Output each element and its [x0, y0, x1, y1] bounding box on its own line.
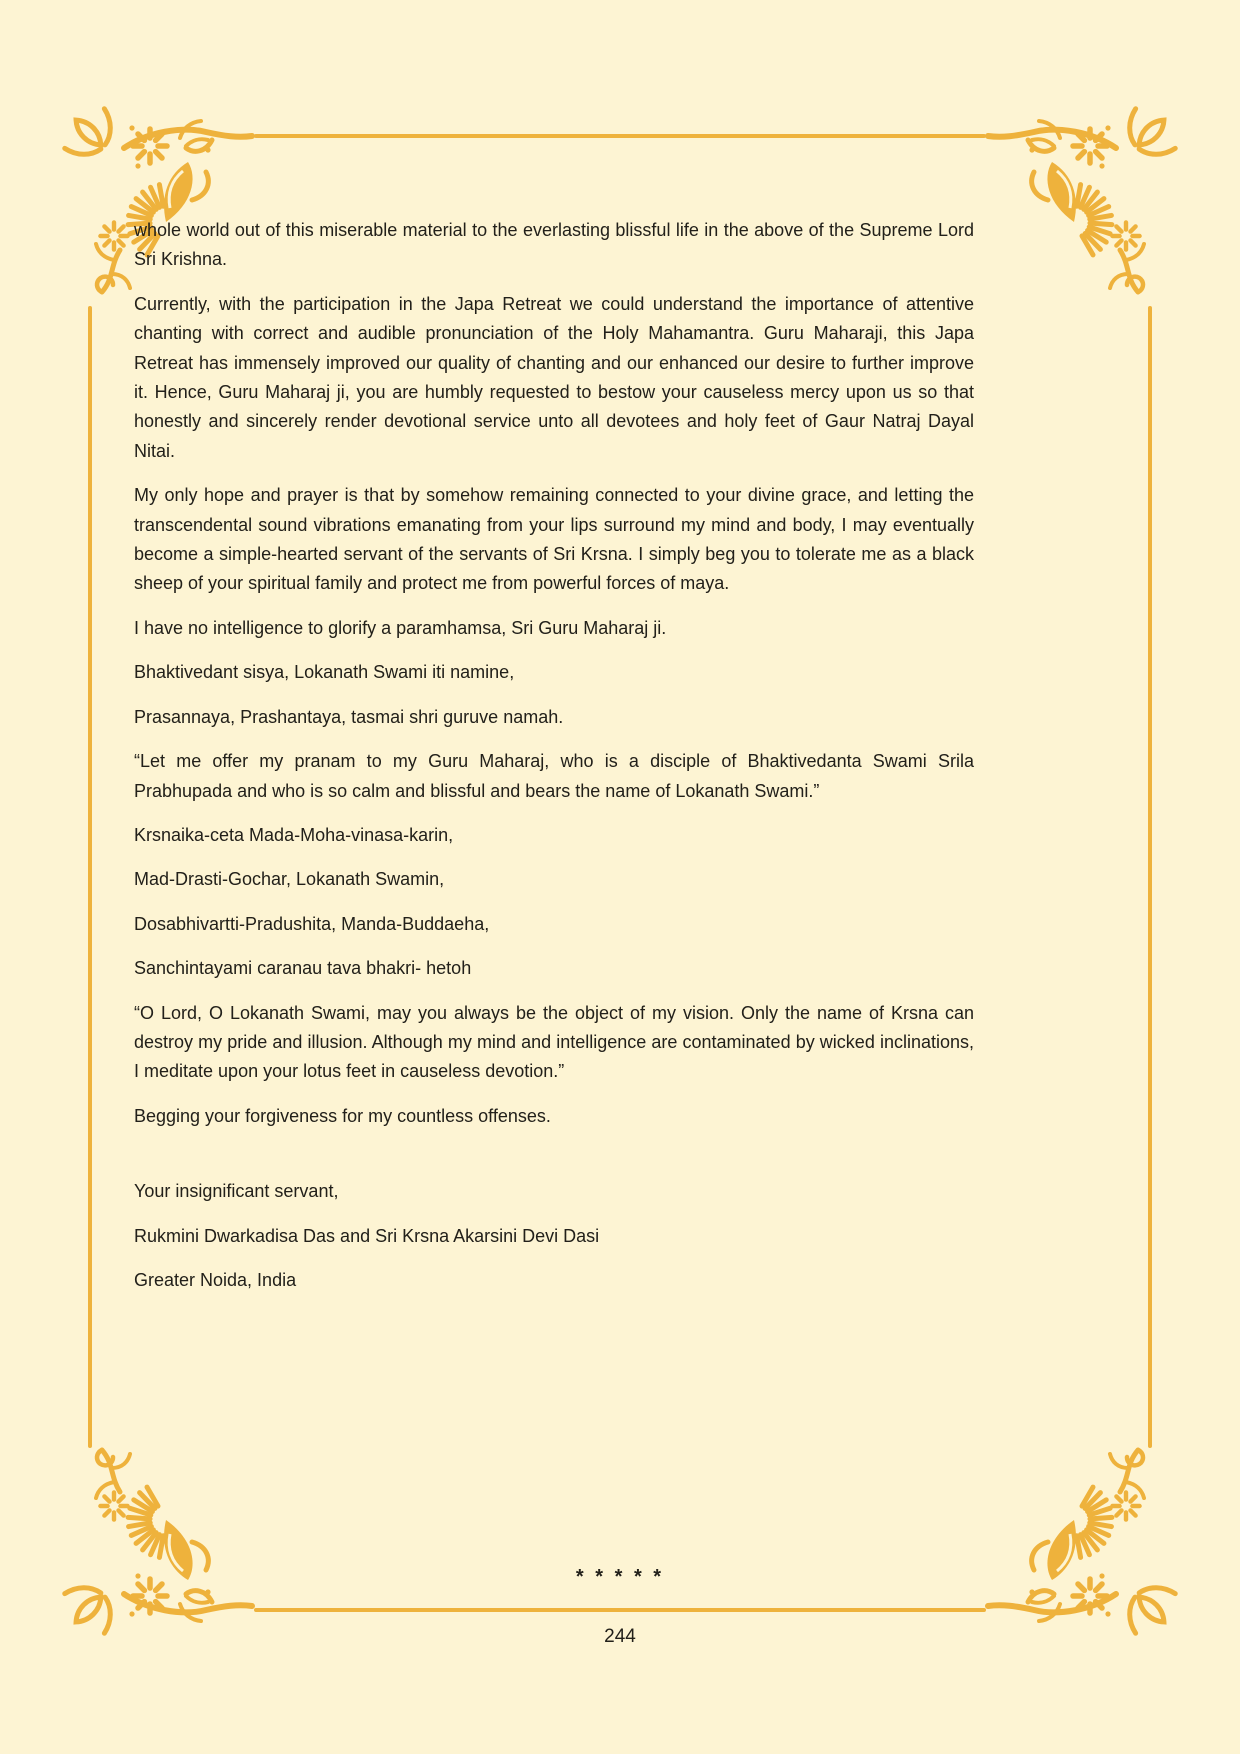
letter-text [134, 216, 974, 1310]
verse-line: Sanchintayami caranau tava bhakri- hetoh [134, 958, 472, 979]
section-divider-stars: * * * * * [575, 1566, 665, 1588]
paragraph: My only hope and prayer is that by somehow remaining connected to your divine grace, and letting the transcendental sound vibrations emanating from your lips surround my mind and body, I may eventually become a simple-hearted servant of the servants of Sri Krsna. I simply beg you to tolerate me as a black sheep of your spiritual family and protect me from powerful forces of maya. [134, 485, 974, 594]
corner-flourish-icon [62, 1438, 257, 1638]
paragraph: Currently, with the participation in the Japa Retreat we could understand the importance of attentive chanting with correct and audible pronunciation of the Holy Mahamantra. Guru Maharaji, this Japa Retreat has immensely improved our quality of chanting and our enhanced our desire to further improve it. Hence, Guru Maharaj ji, you are humbly requested to bestow your causeless mercy upon us so that honestly and sincerely render devotional service unto all devotees and holy feet of Gaur Natraj Dayal Nitai. [134, 293, 974, 461]
paragraph: “O Lord, O Lokanath Swami, may you always be the object of my vision. Only the name of Krsna can destroy my pride and illusion. Although my mind and intelligence are contaminated by wicked inclinations, I meditate upon your lotus feet in causeless devotion.” [134, 1002, 974, 1082]
bottom-border-line [254, 1608, 986, 1612]
paragraph: “Let me offer my pranam to my Guru Maharaj, who is a disciple of Bhaktivedanta Swami Srila Prabhupada and who is so calm and blissful and bears the name of Lokanath Swami.” [134, 751, 974, 801]
signature-line: Rukmini Dwarkadisa Das and Sri Krsna Akarsini Devi Dasi [134, 1225, 600, 1246]
verse-line: Prasannaya, Prashantaya, tasmai shri guruve namah. [134, 706, 564, 727]
verse-line: Mad-Drasti-Gochar, Lokanath Swamin, [134, 869, 445, 890]
left-border-line [88, 306, 92, 1448]
signature-line: Your insignificant servant, [134, 1181, 339, 1202]
corner-flourish-icon [983, 104, 1178, 304]
right-border-line [1148, 306, 1152, 1448]
top-border-line [254, 134, 986, 138]
page-number: 244 [604, 1626, 636, 1647]
verse-line: Bhaktivedant sisya, Lokanath Swami iti namine, [134, 662, 515, 683]
corner-flourish-icon [983, 1438, 1178, 1638]
verse-line: Dosabhivartti-Pradushita, Manda-Buddaeha, [134, 913, 490, 934]
paragraph: Begging your forgiveness for my countless offenses. [134, 1105, 551, 1126]
paragraph: I have no intelligence to glorify a paramhamsa, Sri Guru Maharaj ji. [134, 617, 667, 638]
verse-line: Krsnaika-ceta Mada-Moha-vinasa-karin, [134, 824, 454, 845]
paragraph: whole world out of this miserable material to the everlasting blissful life in the above of the Supreme Lord Sri Krishna. [134, 220, 974, 270]
signature-line: Greater Noida, India [134, 1269, 297, 1290]
